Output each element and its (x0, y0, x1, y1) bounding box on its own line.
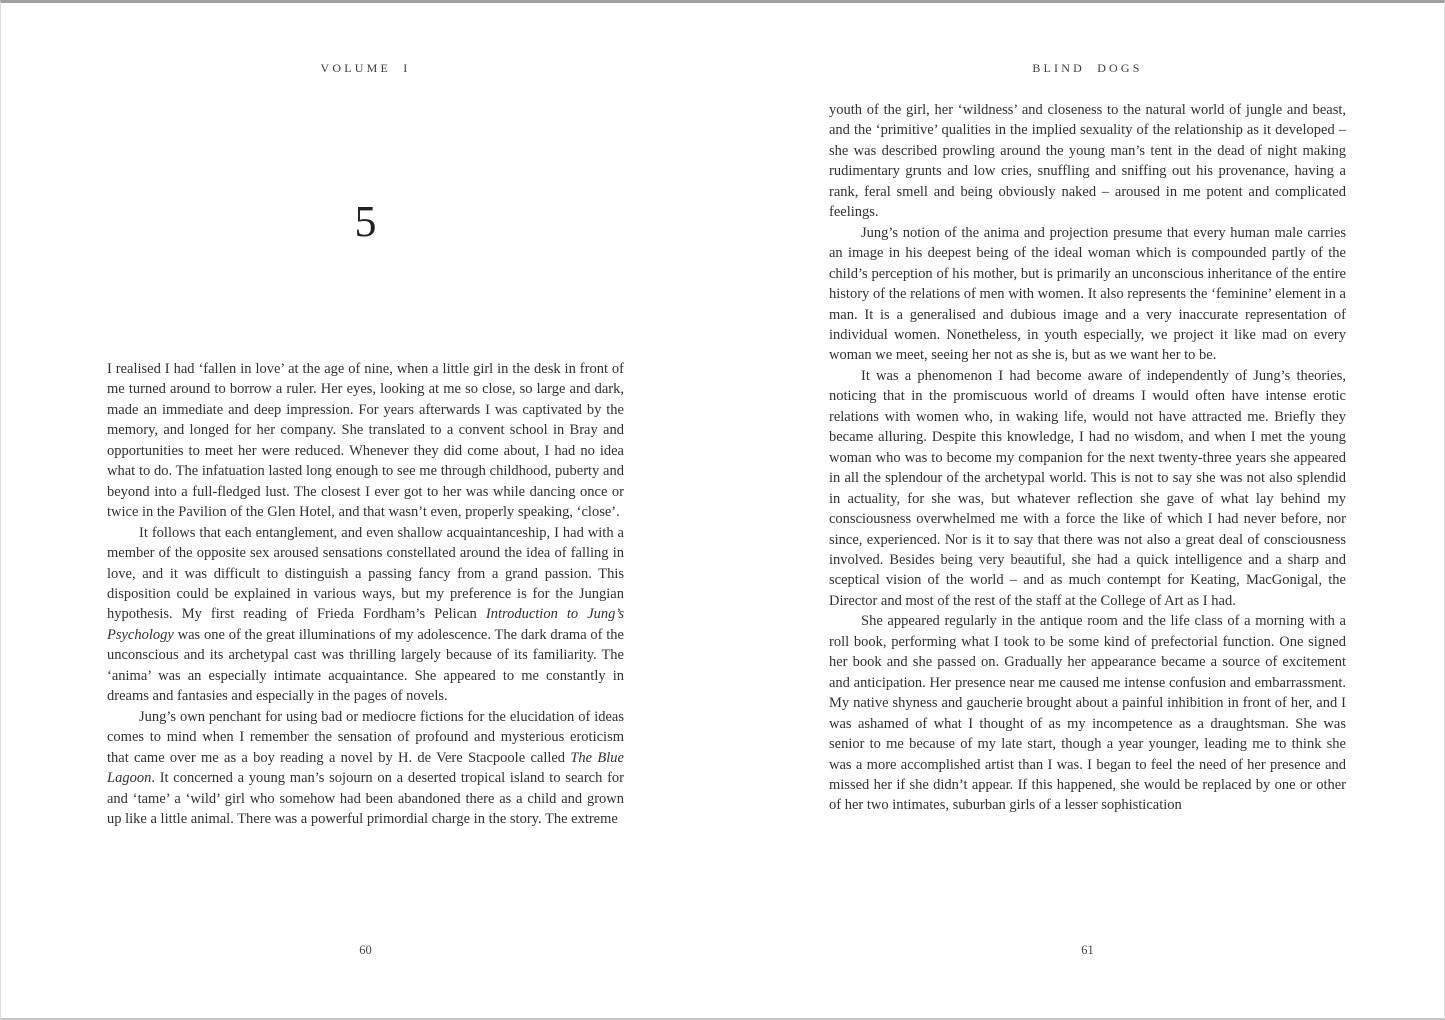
paragraph: Jung’s notion of the anima and projection presume that every human male carries an image in his deepest being of the ideal woman which is compounded partly of the child’s perception of his mother, but is primarily an unconscious inheritance of the entire history of the relations of men with women. It also represents the ‘feminine’ element in a man. It is a generalised and dubious image and a very inaccurate representation of individual women. Nonetheless, in youth especially, we project it like mad on every woman we meet, seeing her not as she is, but as we want her to be. (829, 224, 1346, 364)
paragraph: She appeared regularly in the antique room and the life class of a morning with a roll book, performing what I took to be some kind of prefectorial function. One signed her book and she passed on. Gradually her appearance became a source of excitement and anticipation. Her presence near me caused me intense confusion and embarrassment. My native shyness and gaucherie brought about a painful inhibition in front of her, and I was ashamed of what I thought of as my incompetence as a draughtsman. She was senior to me because of my late start, though a year younger, leading me to think she was a more accomplished artist than I was. I began to feel the need of her presence and missed her if she didn’t appear. If this happened, she would be replaced by one or other of her two intimates, suburban girls of a lesser sophistication (829, 613, 1346, 814)
page-number-left: 60 (359, 943, 372, 957)
paragraph: I realised I had ‘fallen in love’ at the age of nine, when a little girl in the desk in front of me turned around to borrow a ruler. Her eyes, looking at me so close, so large and dark, made an immediate and deep impression. For years afterwards I was captivated by the memory, and longed for her company. She translated to a convent school in Bray and opportunities to meet her were reduced. Whenever they did come about, I had no idea what to do. The infatuation lasted long enough to see me through childhood, puberty and beyond into a full-fledged lust. The closest I ever got to her was while dancing once or twice in the Pavilion of the Glen Hotel, and that wasn’t even, properly speaking, ‘close’. (107, 361, 624, 521)
chapter-number: 5 (354, 197, 377, 246)
running-head-left: VOLUME I (320, 61, 411, 75)
right-page (829, 3, 1346, 1018)
right-page-text (829, 100, 1346, 816)
paragraph: Jung’s own penchant for using bad or mediocre fictions for the elucidation of ideas comes to mind when I remember the sensation of profound and mysterious eroticism that came over me as a boy reading a novel by H. de Vere Stacpoole called The Blue Lagoon. It concerned a young man’s sojourn on a deserted tropical island to search for and ‘tame’ a ‘wild’ girl who somehow had been abandoned there as a child and grown up like a little animal. There was a powerful primordial charge in the story. The extreme (107, 708, 624, 827)
left-page-text (107, 359, 624, 829)
paragraph: It was a phenomenon I had become aware of independently of Jung’s theories, noticing that in the promiscuous world of dreams I would often have intense erotic relations with women who, in waking life, would not have attracted me. Briefly they became alluring. Despite this knowledge, I had no wisdom, and when I met the young woman who was to become my companion for the next twenty-three years she appeared in all the splendour of the archetypal world. This is not to say she was not also splendid in actuality, for she was, but whatever reflection she gave of what lay behind my consciousness overwhelmed me with a force the like of which I had never before, nor since, experienced. Nor is it to say that there was not also a great deal of consciousness involved. Besides being very beautiful, she had a quick intelligence and a sharp and sceptical vision of the world – and as much contempt for Keating, MacGonigal, the Director and most of the rest of the staff at the College of Art as I had. (829, 367, 1346, 609)
page-number-right: 61 (1081, 943, 1094, 957)
paragraph: youth of the girl, her ‘wildness’ and closeness to the natural world of jungle and beast, and the ‘primitive’ qualities in the implied sexuality of the relationship as it developed – she was described prowling around the young man’s tent in the dead of night making rudimentary grunts and low cries, snuffling and sniffing out his provenance, having a rank, feral smell and being obviously naked – aroused in me potent and complicated feelings. (829, 102, 1346, 221)
left-page (107, 3, 624, 1018)
paragraph: It follows that each entanglement, and even shallow acquaintanceship, I had with a member of the opposite sex aroused sensations constellated around the idea of falling in love, and it was difficult to distinguish a passing fancy from a grand passion. This disposition could be explained in various ways, but my preference is for the Jungian hypothesis. My first reading of Frieda Fordham’s Pelican Introduction to Jung’s Psychology was one of the great illuminations of my adolescence. The dark drama of the unconscious and its archetypal cast was thrilling largely because of its familiarity. The ‘anima’ was an especially intimate acquaintance. She appeared to me constantly in dreams and fantasies and especially in the pages of novels. (107, 524, 624, 705)
running-head-right: BLIND DOGS (1032, 61, 1143, 75)
